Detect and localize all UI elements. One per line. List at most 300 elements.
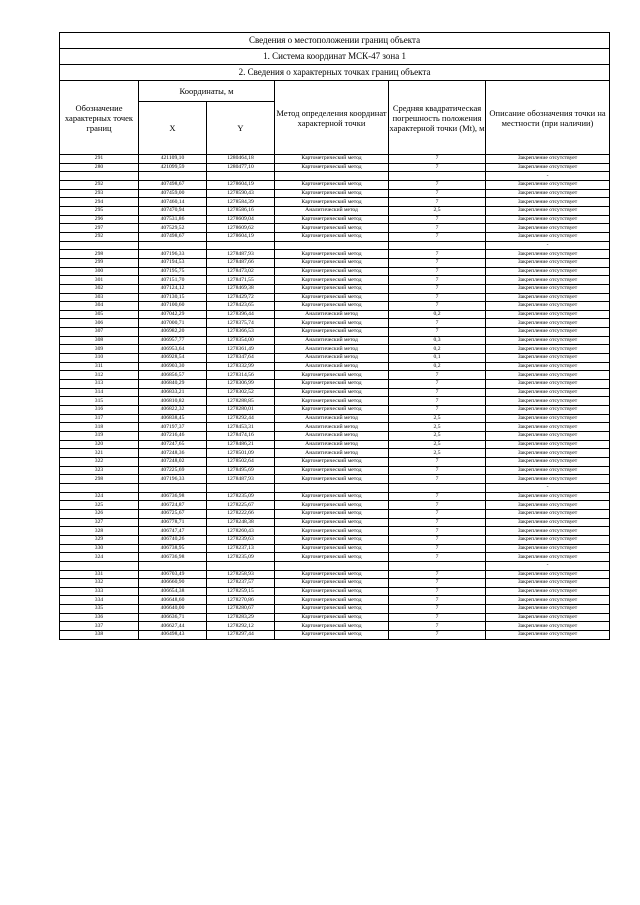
- cell-method: Аналитический метод: [275, 432, 389, 441]
- cell-coord-x: 406953,64: [139, 345, 207, 354]
- cell-mean-error: 7: [389, 466, 486, 475]
- cell-coord-x: 407130,15: [139, 293, 207, 302]
- cell-coord-y: 1278292,12: [207, 622, 275, 631]
- table-row: [60, 189, 610, 198]
- table-row: [60, 310, 610, 319]
- cell-method: [275, 483, 389, 492]
- cell-description: Закрепление отсутствует: [486, 388, 610, 397]
- cell-coord-y: 1278474,16: [207, 432, 275, 441]
- cell-mean-error: 7: [389, 605, 486, 614]
- cell-coord-x: 406636,71: [139, 613, 207, 622]
- cell-method: Картометрический метод: [275, 587, 389, 596]
- cell-method: Картометрический метод: [275, 518, 389, 527]
- cell-coord-y: 1278375,74: [207, 319, 275, 328]
- cell-method: [275, 241, 389, 250]
- cell-method: Аналитический метод: [275, 440, 389, 449]
- cell-coord-x: 406724,87: [139, 501, 207, 510]
- cell-method: Картометрический метод: [275, 475, 389, 484]
- cell-mean-error: 2,5: [389, 423, 486, 432]
- cell-coord-y: 1278292,44: [207, 414, 275, 423]
- cell-point-id: 306: [60, 319, 139, 328]
- cell-coord-y: 1278283,29: [207, 613, 275, 622]
- header-y: Y: [207, 102, 275, 155]
- cell-description: Закрепление отсутствует: [486, 189, 610, 198]
- cell-point-id: 305: [60, 310, 139, 319]
- cell-coord-x: 406660,90: [139, 579, 207, 588]
- cell-method: Картометрический метод: [275, 579, 389, 588]
- table-row: [60, 475, 610, 484]
- cell-method: Картометрический метод: [275, 163, 389, 172]
- cell-point-id: 338: [60, 631, 139, 640]
- cell-coord-y: 1278235,09: [207, 492, 275, 501]
- cell-description: -: [486, 561, 610, 570]
- cell-coord-y: 1278237,57: [207, 579, 275, 588]
- table-row: [60, 579, 610, 588]
- cell-method: Картометрический метод: [275, 302, 389, 311]
- cell-coord-x: 406822,32: [139, 406, 207, 415]
- cell-point-id: 321: [60, 449, 139, 458]
- cell-point-id: 298: [60, 475, 139, 484]
- cell-coord-y: 1278487,66: [207, 258, 275, 267]
- cell-coord-x: 406957,77: [139, 336, 207, 345]
- cell-coord-y: 1278237,13: [207, 544, 275, 553]
- cell-coord-y: 1278239,63: [207, 535, 275, 544]
- cell-description: Закрепление отсутствует: [486, 215, 610, 224]
- cell-point-id: 323: [60, 466, 139, 475]
- table-row: [60, 163, 610, 172]
- cell-coord-y: 1280464,18: [207, 155, 275, 164]
- cell-coord-x: 406627,44: [139, 622, 207, 631]
- cell-mean-error: 7: [389, 155, 486, 164]
- cell-description: Закрепление отсутствует: [486, 310, 610, 319]
- cell-coord-y: [207, 241, 275, 250]
- cell-coord-y: 1278471,55: [207, 276, 275, 285]
- cell-method: Картометрический метод: [275, 319, 389, 328]
- cell-coord-x: 407196,33: [139, 475, 207, 484]
- cell-description: Закрепление отсутствует: [486, 605, 610, 614]
- cell-coord-y: 1278288,85: [207, 397, 275, 406]
- table-row: [60, 397, 610, 406]
- cell-description: Закрепление отсутствует: [486, 570, 610, 579]
- coordinate-system-heading: 1. Система координат МСК-47 зона 1: [60, 49, 610, 65]
- cell-method: Аналитический метод: [275, 354, 389, 363]
- cell-coord-y: [207, 561, 275, 570]
- cell-method: Аналитический метод: [275, 336, 389, 345]
- table-row: [60, 198, 610, 207]
- cell-mean-error: 7: [389, 371, 486, 380]
- cell-description: Закрепление отсутствует: [486, 397, 610, 406]
- cell-point-id: 322: [60, 457, 139, 466]
- cell-point-id: [60, 483, 139, 492]
- cell-mean-error: 7: [389, 631, 486, 640]
- cell-method: Картометрический метод: [275, 622, 389, 631]
- cell-description: Закрепление отсутствует: [486, 423, 610, 432]
- cell-description: Закрепление отсутствует: [486, 224, 610, 233]
- cell-coord-x: 407124,12: [139, 284, 207, 293]
- table-row: [60, 605, 610, 614]
- cell-coord-x: 406856,57: [139, 371, 207, 380]
- table-row: [60, 553, 610, 562]
- table-row: [60, 232, 610, 241]
- cell-coord-x: 407225,69: [139, 466, 207, 475]
- cell-description: Закрепление отсутствует: [486, 258, 610, 267]
- cell-point-id: 334: [60, 596, 139, 605]
- header-point-label: Обозначение характерных точек границ: [60, 81, 139, 155]
- cell-coord-y: [207, 172, 275, 181]
- separator-row: [60, 241, 610, 250]
- cell-mean-error: 7: [389, 501, 486, 510]
- cell-mean-error: 7: [389, 328, 486, 337]
- cell-point-id: 324: [60, 553, 139, 562]
- cell-coord-x: 407460,14: [139, 198, 207, 207]
- table-body: [60, 155, 610, 640]
- cell-method: Картометрический метод: [275, 406, 389, 415]
- cell-method: Аналитический метод: [275, 206, 389, 215]
- cell-description: Закрепление отсутствует: [486, 380, 610, 389]
- cell-coord-y: 1278495,69: [207, 466, 275, 475]
- cell-description: Закрепление отсутствует: [486, 440, 610, 449]
- cell-mean-error: 7: [389, 189, 486, 198]
- cell-mean-error: 0,2: [389, 345, 486, 354]
- cell-point-id: 318: [60, 423, 139, 432]
- cell-mean-error: 2,5: [389, 449, 486, 458]
- cell-point-id: 330: [60, 544, 139, 553]
- table-row: [60, 587, 610, 596]
- cell-point-id: 324: [60, 492, 139, 501]
- cell-point-id: 310: [60, 354, 139, 363]
- cell-mean-error: [389, 241, 486, 250]
- table-row: [60, 440, 610, 449]
- boundary-table-sheet: [59, 32, 609, 640]
- cell-point-id: [60, 561, 139, 570]
- cell-point-id: 292: [60, 180, 139, 189]
- cell-mean-error: 7: [389, 215, 486, 224]
- cell-coord-x: 406840,29: [139, 380, 207, 389]
- table-row: [60, 622, 610, 631]
- cell-point-id: 313: [60, 380, 139, 389]
- cell-coord-x: 407197,37: [139, 423, 207, 432]
- cell-method: Аналитический метод: [275, 449, 389, 458]
- cell-coord-y: 1278354,00: [207, 336, 275, 345]
- cell-description: Закрепление отсутствует: [486, 457, 610, 466]
- cell-point-id: 312: [60, 371, 139, 380]
- table-row: [60, 466, 610, 475]
- cell-method: Картометрический метод: [275, 189, 389, 198]
- cell-coord-x: 407100,60: [139, 302, 207, 311]
- cell-mean-error: 7: [389, 570, 486, 579]
- cell-coord-y: 1278502,64: [207, 457, 275, 466]
- cell-mean-error: 7: [389, 163, 486, 172]
- cell-description: Закрепление отсутствует: [486, 509, 610, 518]
- cell-description: Закрепление отсутствует: [486, 371, 610, 380]
- table-row: [60, 596, 610, 605]
- cell-method: Картометрический метод: [275, 224, 389, 233]
- cell-point-id: 315: [60, 397, 139, 406]
- cell-mean-error: 0,2: [389, 310, 486, 319]
- cell-method: Картометрический метод: [275, 388, 389, 397]
- cell-method: [275, 561, 389, 570]
- cell-description: Закрепление отсутствует: [486, 544, 610, 553]
- cell-mean-error: 7: [389, 319, 486, 328]
- cell-method: Картометрический метод: [275, 397, 389, 406]
- cell-description: Закрепление отсутствует: [486, 449, 610, 458]
- cell-coord-y: 1278259,15: [207, 587, 275, 596]
- table-row: [60, 535, 610, 544]
- table-row: [60, 544, 610, 553]
- cell-coord-x: 406833,21: [139, 388, 207, 397]
- cell-method: Картометрический метод: [275, 267, 389, 276]
- cell-method: Картометрический метод: [275, 466, 389, 475]
- cell-coord-y: 1278280,67: [207, 605, 275, 614]
- cell-mean-error: 7: [389, 267, 486, 276]
- table-row: [60, 371, 610, 380]
- cell-coord-x: 406498,43: [139, 631, 207, 640]
- cell-point-id: 296: [60, 215, 139, 224]
- cell-method: Картометрический метод: [275, 527, 389, 536]
- cell-coord-y: 1278366,53: [207, 328, 275, 337]
- table-row: [60, 518, 610, 527]
- cell-mean-error: 7: [389, 380, 486, 389]
- cell-coord-x: 407194,53: [139, 258, 207, 267]
- cell-method: Картометрический метод: [275, 457, 389, 466]
- cell-coord-y: 1278609,62: [207, 224, 275, 233]
- cell-coord-x: 407529,52: [139, 224, 207, 233]
- cell-mean-error: 7: [389, 587, 486, 596]
- cell-coord-y: 1278501,09: [207, 449, 275, 458]
- cell-coord-x: 407195,75: [139, 267, 207, 276]
- table-row: [60, 293, 610, 302]
- cell-mean-error: 7: [389, 535, 486, 544]
- cell-coord-x: [139, 561, 207, 570]
- cell-coord-x: 406736,98: [139, 553, 207, 562]
- table-row: [60, 414, 610, 423]
- cell-coord-x: 406747,47: [139, 527, 207, 536]
- table-row: [60, 224, 610, 233]
- cell-mean-error: 0,1: [389, 354, 486, 363]
- cell-coord-y: 1278423,65: [207, 302, 275, 311]
- cell-description: Закрепление отсутствует: [486, 336, 610, 345]
- cell-mean-error: 7: [389, 406, 486, 415]
- cell-mean-error: 7: [389, 553, 486, 562]
- cell-mean-error: 7: [389, 613, 486, 622]
- cell-point-id: 316: [60, 406, 139, 415]
- cell-description: Закрепление отсутствует: [486, 302, 610, 311]
- cell-coord-y: 1278332,99: [207, 362, 275, 371]
- cell-coord-y: 1278361,49: [207, 345, 275, 354]
- cell-coord-x: 407248,36: [139, 449, 207, 458]
- table-row: [60, 613, 610, 622]
- cell-coord-y: 1278396,44: [207, 310, 275, 319]
- cell-point-id: 333: [60, 587, 139, 596]
- cell-point-id: 314: [60, 388, 139, 397]
- cell-mean-error: 7: [389, 180, 486, 189]
- cell-point-id: 308: [60, 336, 139, 345]
- cell-description: Закрепление отсутствует: [486, 362, 610, 371]
- cell-coord-x: 407459,00: [139, 189, 207, 198]
- header-method: Метод определения координат характерной точки: [275, 81, 389, 155]
- cell-mean-error: 7: [389, 457, 486, 466]
- cell-coord-y: 1278270,86: [207, 596, 275, 605]
- cell-mean-error: 7: [389, 579, 486, 588]
- cell-coord-x: 407247,65: [139, 440, 207, 449]
- cell-point-id: 336: [60, 613, 139, 622]
- cell-mean-error: 7: [389, 544, 486, 553]
- cell-point-id: 297: [60, 224, 139, 233]
- cell-description: Закрепление отсутствует: [486, 466, 610, 475]
- cell-point-id: 309: [60, 345, 139, 354]
- cell-mean-error: 7: [389, 596, 486, 605]
- cell-coord-x: 407531,86: [139, 215, 207, 224]
- cell-description: Закрепление отсутствует: [486, 631, 610, 640]
- table-row: [60, 302, 610, 311]
- cell-point-id: 293: [60, 189, 139, 198]
- cell-coord-x: 406928,54: [139, 354, 207, 363]
- cell-coord-x: 406703,49: [139, 570, 207, 579]
- cell-coord-y: 1278225,67: [207, 501, 275, 510]
- table-row: [60, 457, 610, 466]
- cell-description: Закрепление отсутствует: [486, 579, 610, 588]
- cell-point-id: 301: [60, 276, 139, 285]
- cell-coord-x: 407498,67: [139, 180, 207, 189]
- cell-mean-error: 2,5: [389, 432, 486, 441]
- cell-description: Закрепление отсутствует: [486, 319, 610, 328]
- cell-point-id: 331: [60, 570, 139, 579]
- cell-coord-y: 1278260,43: [207, 527, 275, 536]
- cell-method: Картометрический метод: [275, 276, 389, 285]
- cell-coord-x: 407216,46: [139, 432, 207, 441]
- cell-method: Картометрический метод: [275, 215, 389, 224]
- cell-coord-x: 406778,71: [139, 518, 207, 527]
- cell-mean-error: 7: [389, 302, 486, 311]
- cell-description: Закрепление отсутствует: [486, 293, 610, 302]
- table-row: [60, 328, 610, 337]
- cell-description: Закрепление отсутствует: [486, 198, 610, 207]
- table-row: [60, 388, 610, 397]
- cell-description: Закрепление отсутствует: [486, 345, 610, 354]
- cell-coord-x: 407042,29: [139, 310, 207, 319]
- cell-coord-x: 406903,30: [139, 362, 207, 371]
- cell-mean-error: [389, 483, 486, 492]
- boundary-points-table: [59, 32, 610, 640]
- table-row: [60, 509, 610, 518]
- cell-coord-y: 1278469,38: [207, 284, 275, 293]
- cell-coord-x: [139, 241, 207, 250]
- cell-point-id: 303: [60, 293, 139, 302]
- cell-point-id: 294: [60, 198, 139, 207]
- cell-coord-x: 406648,60: [139, 596, 207, 605]
- cell-point-id: 311: [60, 362, 139, 371]
- cell-coord-y: 1278429,72: [207, 293, 275, 302]
- cell-point-id: 332: [60, 579, 139, 588]
- cell-coord-x: [139, 172, 207, 181]
- cell-point-id: 327: [60, 518, 139, 527]
- cell-method: Картометрический метод: [275, 293, 389, 302]
- cell-method: Картометрический метод: [275, 328, 389, 337]
- cell-description: Закрепление отсутствует: [486, 613, 610, 622]
- cell-description: Закрепление отсутствует: [486, 587, 610, 596]
- table-row: [60, 250, 610, 259]
- cell-method: Картометрический метод: [275, 250, 389, 259]
- cell-coord-y: 1278473,02: [207, 267, 275, 276]
- cell-coord-x: 407498,67: [139, 232, 207, 241]
- cell-description: Закрепление отсутствует: [486, 622, 610, 631]
- cell-coord-y: 1278347,64: [207, 354, 275, 363]
- cell-coord-y: 1278280,01: [207, 406, 275, 415]
- cell-method: Картометрический метод: [275, 492, 389, 501]
- cell-coord-y: 1278258,93: [207, 570, 275, 579]
- cell-point-id: 319: [60, 432, 139, 441]
- table-row: [60, 215, 610, 224]
- cell-method: Картометрический метод: [275, 501, 389, 510]
- cell-point-id: 280: [60, 163, 139, 172]
- cell-description: Закрепление отсутствует: [486, 155, 610, 164]
- cell-mean-error: 7: [389, 475, 486, 484]
- cell-method: Картометрический метод: [275, 544, 389, 553]
- cell-description: Закрепление отсутствует: [486, 328, 610, 337]
- cell-description: Закрепление отсутствует: [486, 492, 610, 501]
- cell-point-id: 302: [60, 284, 139, 293]
- cell-method: Аналитический метод: [275, 414, 389, 423]
- cell-description: Закрепление отсутствует: [486, 284, 610, 293]
- cell-method: Картометрический метод: [275, 535, 389, 544]
- cell-description: Закрепление отсутствует: [486, 501, 610, 510]
- cell-mean-error: 2,5: [389, 414, 486, 423]
- cell-mean-error: 7: [389, 527, 486, 536]
- cell-description: Закрепление отсутствует: [486, 406, 610, 415]
- table-row: [60, 449, 610, 458]
- cell-mean-error: 7: [389, 293, 486, 302]
- cell-coord-y: 1278486,21: [207, 440, 275, 449]
- table-row: [60, 180, 610, 189]
- cell-mean-error: 7: [389, 518, 486, 527]
- cell-coord-y: 1278487,93: [207, 250, 275, 259]
- cell-mean-error: 7: [389, 224, 486, 233]
- cell-coord-x: 406810,82: [139, 397, 207, 406]
- cell-method: Картометрический метод: [275, 631, 389, 640]
- cell-coord-x: 406982,20: [139, 328, 207, 337]
- header-x: X: [139, 102, 207, 155]
- cell-coord-y: 1278453,31: [207, 423, 275, 432]
- cell-description: Закрепление отсутствует: [486, 180, 610, 189]
- cell-coord-x: 407248,02: [139, 457, 207, 466]
- cell-method: Картометрический метод: [275, 605, 389, 614]
- cell-description: Закрепление отсутствует: [486, 596, 610, 605]
- cell-method: Аналитический метод: [275, 345, 389, 354]
- separator-row: [60, 561, 610, 570]
- cell-point-id: 304: [60, 302, 139, 311]
- cell-description: -: [486, 241, 610, 250]
- cell-coord-y: 1278302,52: [207, 388, 275, 397]
- cell-point-id: 292: [60, 232, 139, 241]
- header-description: Описание обозначения точки на местности (при наличии): [486, 81, 610, 155]
- cell-description: -: [486, 483, 610, 492]
- cell-description: Закрепление отсутствует: [486, 432, 610, 441]
- cell-coord-y: 1278609,04: [207, 215, 275, 224]
- cell-description: Закрепление отсутствует: [486, 276, 610, 285]
- table-row: [60, 492, 610, 501]
- cell-description: Закрепление отсутствует: [486, 535, 610, 544]
- table-row: [60, 267, 610, 276]
- cell-mean-error: [389, 561, 486, 570]
- cell-point-id: 320: [60, 440, 139, 449]
- cell-mean-error: 7: [389, 388, 486, 397]
- cell-mean-error: 7: [389, 397, 486, 406]
- table-row: [60, 527, 610, 536]
- separator-row: [60, 172, 610, 181]
- cell-point-id: 295: [60, 206, 139, 215]
- cell-mean-error: 2,5: [389, 206, 486, 215]
- cell-coord-y: 1278487,93: [207, 475, 275, 484]
